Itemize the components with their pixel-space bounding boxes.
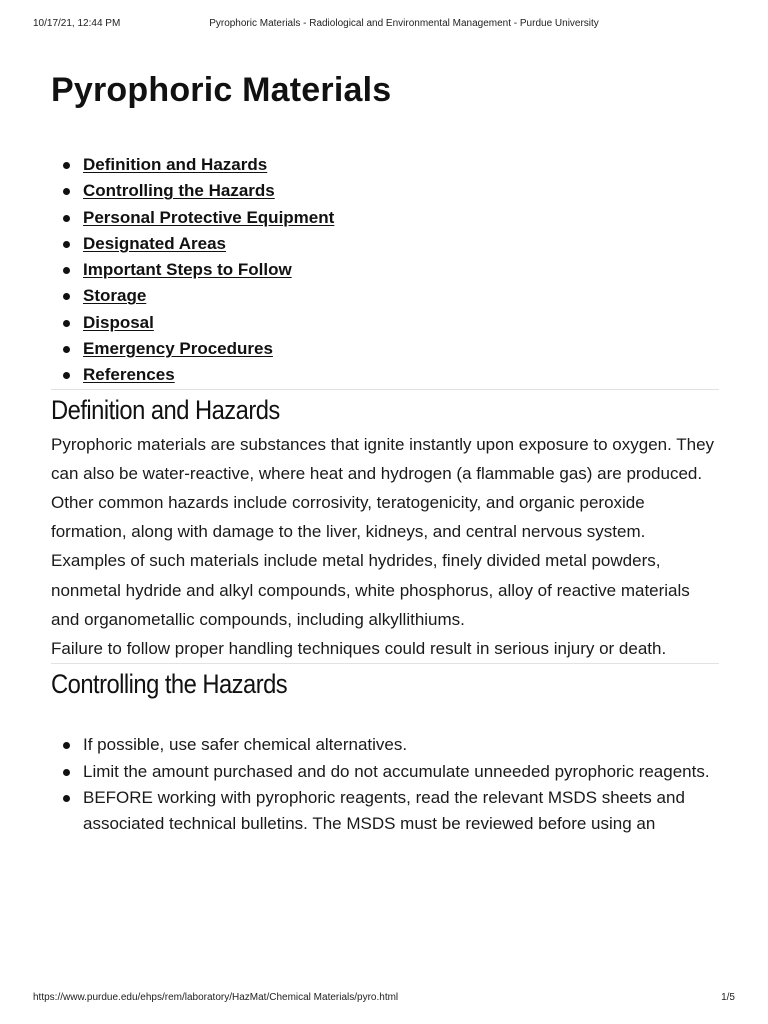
table-of-contents [51, 152, 719, 389]
controlling-list [51, 732, 719, 837]
print-url: https://www.purdue.edu/ehps/rem/laboratory/HazMat/Chemical Materials/pyro.html [33, 992, 399, 1003]
toc-item-emergency [83, 336, 719, 362]
toc-item-storage [83, 283, 719, 309]
toc-item-designated-areas [83, 231, 719, 257]
toc-link-designated-areas[interactable]: Designated Areas [83, 233, 226, 253]
toc-link-controlling[interactable]: Controlling the Hazards [83, 181, 275, 201]
toc-link-important-steps[interactable]: Important Steps to Follow [83, 260, 292, 280]
main-content [51, 64, 719, 837]
print-document-title: Pyrophoric Materials - Radiological and Environmental Management - Purdue University [209, 18, 599, 29]
print-header [33, 18, 735, 32]
print-datetime: 10/17/21, 12:44 PM [33, 18, 121, 29]
failure-warning-paragraph: Failure to follow proper handling techniques could result in serious injury or death. [51, 639, 667, 659]
toc-link-references[interactable]: References [83, 365, 175, 385]
list-item: BEFORE working with pyrophoric reagents, read the relevant MSDS sheets and associated technical bulletins. The MSDS must be reviewed before using an [83, 785, 719, 838]
toc-item-important-steps [83, 257, 719, 283]
list-item: Limit the amount purchased and do not accumulate unneeded pyrophoric reagents. [83, 759, 719, 785]
print-footer [33, 992, 735, 1006]
toc-item-controlling [83, 178, 719, 204]
toc-link-storage[interactable]: Storage [83, 286, 147, 306]
definition-heading: Definition and Hazards [51, 394, 280, 425]
toc-item-ppe [83, 205, 719, 231]
toc-link-disposal[interactable]: Disposal [83, 312, 154, 332]
page-title: Pyrophoric Materials [51, 71, 392, 109]
page-number: 1/5 [721, 992, 735, 1003]
controlling-heading: Controlling the Hazards [51, 669, 288, 700]
toc-item-references [83, 362, 719, 388]
toc-item-definition [83, 152, 719, 178]
toc-link-ppe[interactable]: Personal Protective Equipment [83, 207, 335, 227]
toc-item-disposal [83, 310, 719, 336]
toc-link-definition[interactable]: Definition and Hazards [83, 155, 268, 174]
toc-link-emergency[interactable]: Emergency Procedures [83, 339, 273, 359]
list-item: If possible, use safer chemical alternatives. [83, 732, 719, 758]
definition-paragraph: Pyrophoric materials are substances that ignite instantly upon exposure to oxygen. They can also be water-reactive, where heat and hydrogen (a flammable gas) are produced. Other common hazards include corrosivity, teratogenicity, and organic peroxide formation, along with damage to the liver, kidneys, and central nervous system. Examples of such materials include metal hydrides, finely divided metal powders, nonmetal hydride and alkyl compounds, white phosphorus, alloy of reactive materials and organometallic compounds, including alkyllithiums. [51, 434, 715, 629]
